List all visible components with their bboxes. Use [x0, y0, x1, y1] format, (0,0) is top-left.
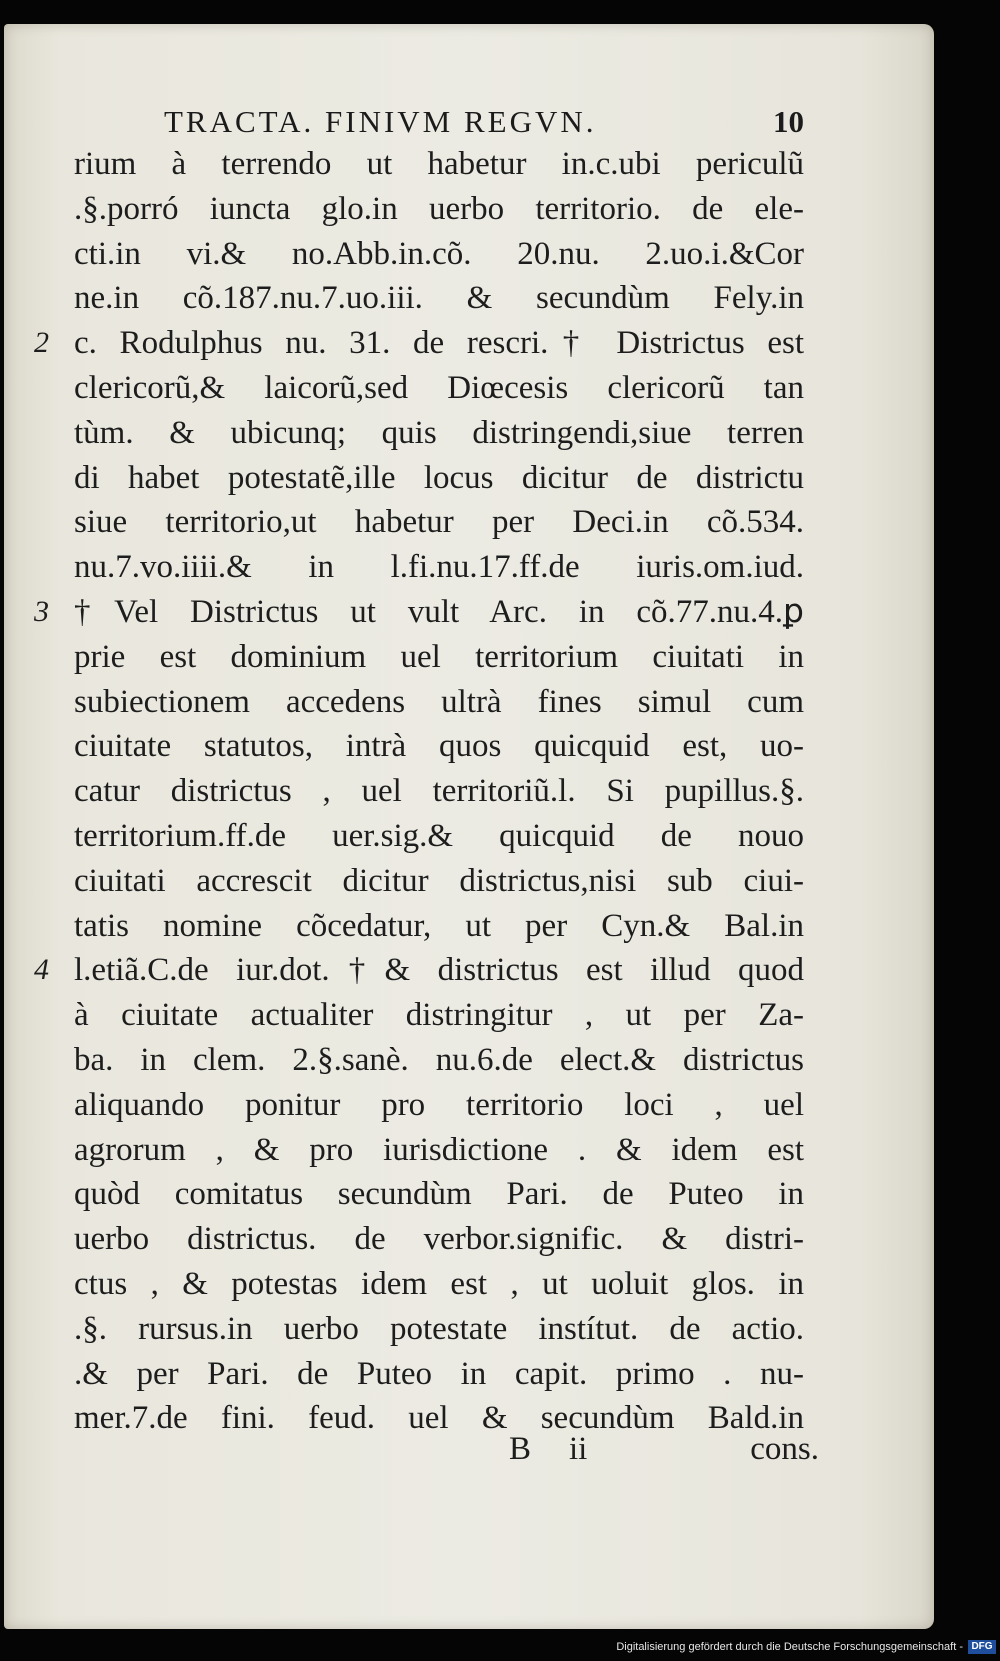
text-line — [74, 680, 804, 725]
line-text: †Vel Districtus ut vult Arc. in cõ.77.nu.4.ꝑ — [74, 593, 804, 630]
text-line — [74, 1172, 804, 1217]
line-text: quòd comitatus secundùm Pari. de Puteo in — [74, 1176, 804, 1213]
text-line — [74, 1352, 804, 1397]
text-line — [74, 1262, 804, 1307]
line-text: ne.in cõ.187.nu.7.uo.iii. & secundùm Fely.in — [74, 280, 804, 317]
page-header — [164, 104, 804, 144]
line-text: catur districtus , uel territoriũ.l. Si pupillus.§. — [74, 773, 804, 810]
line-text: .§.porró iuncta glo.in uerbo territorio. de ele- — [74, 190, 804, 227]
line-text: prie est dominium uel territorium ciuitati in — [74, 638, 804, 675]
marginal-note-number: 2 — [34, 326, 49, 360]
line-text: à ciuitate actualiter distringitur , ut per Za- — [74, 997, 804, 1034]
line-text: subiectionem accedens ultrà fines simul cum — [74, 683, 804, 720]
text-line — [74, 993, 804, 1038]
line-text: siue territorio,ut habetur per Deci.in cõ.534. — [74, 504, 804, 541]
line-text: agrorum , & pro iurisdictione . & idem est — [74, 1131, 804, 1168]
text-line — [74, 545, 804, 590]
line-text: rium à terrendo ut habetur in.c.ubi periculũ — [74, 146, 804, 182]
leaf-number: ii — [569, 1431, 588, 1467]
line-text: .§. rursus.in uerbo potestate instítut. de actio. — [74, 1310, 804, 1347]
text-line — [34, 590, 804, 635]
text-line — [74, 1128, 804, 1173]
line-text: mer.7.de fini. feud. uel & secundùm Bald.in — [74, 1400, 804, 1437]
line-text: territorium.ff.de uer.sig.& quicquid de nouo — [74, 817, 804, 854]
text-line — [74, 456, 804, 501]
text-line — [74, 411, 804, 456]
text-line — [74, 1038, 804, 1083]
text-line — [74, 1083, 804, 1128]
line-text: uerbo districtus. de verbor.signific. & distri- — [74, 1221, 804, 1258]
folio-number: 10 — [773, 104, 804, 139]
line-text: .& per Pari. de Puteo in capit. primo . nu- — [74, 1355, 804, 1392]
book-page — [4, 24, 934, 1629]
line-text: ctus , & potestas idem est , ut uoluit glos. in — [74, 1265, 804, 1302]
page-foot — [509, 1431, 819, 1475]
signature-mark: B — [509, 1431, 532, 1467]
text-line — [34, 321, 804, 366]
line-text: ciuitate statutos, intrà quos quicquid est, uo- — [74, 728, 804, 765]
line-text: tatis nomine cõcedatur, ut per Cyn.& Bal.in — [74, 907, 804, 944]
marginal-note-number: 3 — [34, 594, 49, 628]
text-line — [74, 904, 804, 949]
line-text: tùm. & ubicunq; quis distringendi,siue terren — [74, 414, 804, 451]
text-block — [34, 142, 804, 1441]
text-line — [74, 769, 804, 814]
text-line — [34, 948, 804, 993]
text-line — [74, 1307, 804, 1352]
dfg-logo: DFG — [968, 1640, 996, 1654]
text-line — [74, 187, 804, 232]
line-text: ciuitati accrescit dicitur districtus,nisi sub ciui- — [74, 862, 804, 899]
marginal-note-number: 4 — [34, 953, 49, 987]
line-text: di habet potestatẽ,ille locus dicitur de districtu — [74, 459, 804, 496]
line-text: ba. in clem. 2.§.sanè. nu.6.de elect.& districtus — [74, 1041, 804, 1078]
text-line — [74, 366, 804, 411]
text-line — [74, 232, 804, 277]
credit-text: Digitalisierung gefördert durch die Deutsche Forschungsgemeinschaft - — [616, 1641, 963, 1653]
text-line — [74, 142, 804, 187]
text-line — [74, 859, 804, 904]
text-line — [74, 500, 804, 545]
text-line — [74, 276, 804, 321]
text-line — [74, 635, 804, 680]
line-text: clericorũ,& laicorũ,sed Diœcesis clericorũ tan — [74, 369, 804, 406]
line-text: l.etiã.C.de iur.dot.†& districtus est illud quod — [74, 952, 804, 989]
line-text: aliquando ponitur pro territorio loci , uel — [74, 1086, 804, 1123]
text-line — [74, 1217, 804, 1262]
text-line — [74, 724, 804, 769]
line-text: cti.in vi.& no.Abb.in.cõ. 20.nu. 2.uo.i.&Cor — [74, 235, 804, 272]
digitization-footer — [616, 1637, 996, 1657]
line-text: nu.7.vo.iiii.& in l.fi.nu.17.ff.de iuris.om.iud. — [74, 549, 804, 586]
line-text: c. Rodulphus nu. 31. de rescri.† Districtus est — [74, 325, 804, 362]
running-head: TRACTA. FINIVM REGVN. — [164, 104, 597, 139]
catchword: cons. — [750, 1431, 819, 1467]
text-line — [74, 814, 804, 859]
